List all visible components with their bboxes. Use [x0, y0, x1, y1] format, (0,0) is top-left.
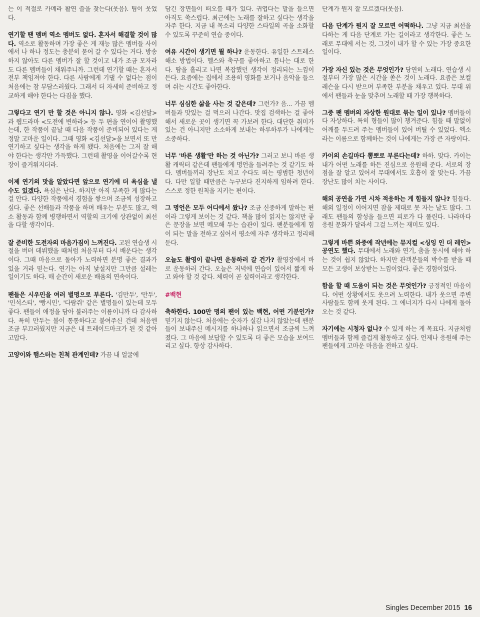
- interview-question: 그중 팬 멤버의 자상한 원대로 묶는 일이 있나?: [322, 109, 446, 117]
- interview-answer: 담긴 장면들이 떠오를 때가 있다. 귀엽다는 말을 들으면 아직도 쑥스럽다. 최근에는 노래를 잘하고 싶다는 생각을 자주 한다. 지금 내 목소리 다양한 스타일의 곡을 소화할 수 있도록 꾸준히 연습 중이다.: [165, 6, 314, 39]
- interview-question: 그렇다고 연기 만 할 것은 아니지 않나.: [8, 109, 114, 117]
- interview-paragraph: [322, 153, 471, 188]
- interview-paragraph: [165, 101, 314, 144]
- interview-answer: 촬영장에서 바로 운동하러 간다. 오늘은 저녁에 연습이 있어서 짧게 하고 와야 할 것 같다. 체력이 곧 실력이라고 생각한다.: [165, 256, 314, 282]
- interview-paragraph: [8, 110, 157, 171]
- interview-question: 그 명언은 모두 어디에서 왔나?: [165, 205, 248, 213]
- interview-answer: 믿기지 않는다. 처음에는 숫자가 실감 나지 않았는데 팬분들이 보내주신 메시지를 하나하나 읽으면서 조금씩 느껴졌다. 그 마음에 보답할 수 있도록 더 좋은 모습을 보여드리고 싶다. 항상 감사하다.: [165, 317, 314, 351]
- interview-answer: 역소로 활동하며 가장 좋은 게 재능 많은 멤버들 사이에서 나 하나 정도는 충분히 묻어 갈 수 있다는 거다. 방송 하지 않아도 다른 멤버가 잘 할 것이고 내가 조금 모자라도 다른 멤버들이 채워주니까. 그런데 연기할 때는 혼자서 전부 책임져야 한다. 다른 사람에게 기댈 수 없다는 점이 처음에는 참 부담스러웠다. 그래서 더 자세히 준비하고 정교하게 해야 한다는 다짐을 했다.: [8, 40, 157, 100]
- interview-paragraph: [165, 153, 314, 196]
- page-number: 16: [464, 605, 472, 612]
- interview-paragraph: [322, 67, 471, 102]
- interview-paragraph: [8, 32, 157, 101]
- interview-question: 이제 연기의 맛을 알았다면 앞으로 연기에 더 욕심을 낼 수도 있겠다.: [8, 179, 157, 195]
- interview-answer: 그러고 보니 바른 생활 캐릭터 같은데 팬들에게 명언을 들려주는 것 같기도 하다. 멤버들끼리 장난도 치고 수다도 떠는 평범한 청년이다. 다만 일할 때만큼은 누구보다 진지하게 임하려 한다. 스스로 정한 원칙을 지키는 편이다.: [165, 153, 314, 195]
- interview-question: 오늘도 촬영이 끝나면 운동하러 갈 건가?: [165, 256, 275, 264]
- interview-paragraph: [322, 196, 471, 231]
- interview-paragraph: [322, 23, 471, 58]
- interview-answer: 욕심은 난다. 하지만 아직 부족한 게 많다는 걸 안다. 다양한 작품에서 경험을 쌓으며 조금씩 성장하고 싶다. 좋은 선배들과 작품을 하며 배우는 부분도 많고, 엑소 활동과 함께 병행하면서 역할의 크기에 상관없이 최선을 다할 생각이다.: [8, 187, 157, 230]
- interview-answer: 하하. 맞다. 카이는 내가 어떤 노래를 하든 진심으로 응원해 준다. 서로의 장점을 잘 알고 있어서 무대에서도 호흡이 잘 맞는다. 가끔 장난도 많이 치는 사이다.: [322, 153, 471, 187]
- article-column-2: [165, 6, 314, 596]
- interview-answer: 긍정적인 마음이다. 어떤 상황에서도 웃으려 노력한다. 내가 웃으면 주변 사람들도 함께 웃게 된다. 그 에너지가 다시 나에게 돌아오는 것 같다.: [322, 282, 471, 316]
- interview-paragraph: [165, 205, 314, 248]
- interview-paragraph: [8, 240, 157, 283]
- interview-answer: 영화 <김선달>과 웹드라마 <도전에 변하라> 등 두 편을 연이어 촬영했는데, 한 작품이 끝날 때 다음 작품이 준비되어 있다는 게 정말 고마운 일이다. 그때 영화 <김선달>을 보면서 또 만 연기하고 싶다는 생각을 하게 됐다. 처음에는 그저 잘 해야 한다는 생각만 가득했다. 그런데 촬영을 이어갈수록 현장이 즐거워지더라.: [8, 109, 157, 169]
- interview-question: 너무 '바른 생활'만 하는 것 아닌가?: [165, 153, 259, 161]
- article-columns: [8, 6, 472, 596]
- interview-paragraph: [8, 6, 157, 23]
- interview-question: 축하한다. 100만 명의 팬이 있는 백현, 어떤 기분인가?: [165, 308, 314, 316]
- interview-paragraph: [8, 179, 157, 231]
- interview-question: 잘 준비한 도전자의 마음가짐이 느껴진다.: [8, 239, 117, 247]
- interview-paragraph: [322, 326, 471, 352]
- interview-paragraph: [165, 292, 314, 301]
- article-column-1: [8, 6, 157, 596]
- interview-answer: 그런가? 음... 가끔 멤버들과 맛있는 걸 먹으러 나간다. 맛집 검색하는 걸 좋아해서 새로운 곳이 생기면 꼭 가보려 한다. 대단한 취미가 있는 건 아니지만 소소하게 보내는 하루하루가 나에게는 소중하다.: [165, 101, 314, 143]
- interview-answer: 고된 연습생 시절을 버텨 데뷔했을 때처럼 처음부터 다시 배운다는 생각이다. 그때 마음으로 돌아가 노력하면 분명 좋은 결과가 있을 거라 믿는다. 연기는 아직 낯설지만 그만큼 설레는 일이기도 하다. 매 순간이 새로운 배움의 연속이다.: [8, 239, 157, 282]
- interview-answer: 가끔 내 얼굴에: [100, 352, 139, 360]
- interview-question: 카이의 손길마다 뽐뽀로 부른다는데?: [322, 153, 420, 161]
- interview-question: 그렇게 바쁜 와중에 작년에는 뮤지컬 <싱잉 인 더 레인> 공연도 했다.: [322, 239, 471, 256]
- interview-question: 가장 자신 있는 것은 무엇인가?: [322, 66, 404, 74]
- section-hashtag: #백현: [165, 291, 182, 299]
- interview-paragraph: [165, 309, 314, 352]
- interview-question: 여유 시간이 생기면 뭘 하나?: [165, 49, 242, 57]
- interview-answer: 운동한다. 유일한 스트레스 해소 방법이다. 헬스와 축구를 좋아하고 틈나는 대로 한다. 땀을 흘리고 나면 복잡했던 생각이 정리되는 느낌이 든다. 요즘에는 집에서 조용히 영화를 보거나 음악을 들으며 쉬는 시간도 좋아한다.: [165, 49, 314, 91]
- interview-question: 해외 공연을 가면 시차 적응하는 게 힘들지 않나?: [322, 196, 450, 204]
- interview-answer: 는 이 적절로 카메라 활연 쓸을 찾는다(웃음). 팀이 웃었다.: [8, 6, 157, 22]
- interview-answer: 멤버들이 다 자상하다. 특히 형들이 많이 챙겨준다. 힘들 때 말없이 어깨를 두드려 주는 멤버들이 있어 버틸 수 있었다. 엑소라는 이름으로 함께하는 것이 나에게는 가장 큰 자랑이다.: [322, 109, 471, 143]
- interview-question: 다음 단계가 뭔지 잘 모르면 어떡하나.: [322, 23, 424, 31]
- interview-question: 연기할 땐 멤버 역소 멤버도 없다. 혼자서 해결할 것이 많다.: [8, 31, 157, 48]
- interview-answer: 단계가 뭔지 잘 모르겠다(웃음).: [322, 6, 404, 13]
- interview-answer: '김만두', '만두', '민석스티', '빵시민', '다람쥐' 같은 별명들이 있는데 모두 좋다. 팬들이 애정을 담아 불러주는 이름이니까 다 감사하다. 특히 만두는 볼이 통통하다고 붙여주신 건데 처음엔 조금 부끄러웠지만 지금은 내 트레이드마크가 된 것 같아 고맙다.: [8, 291, 157, 342]
- interview-question: 자기에는 시청자 없나?: [322, 326, 382, 334]
- article-column-3: [322, 6, 471, 596]
- interview-answer: 수 있게 하는 게 목표다. 지금처럼 멤버들과 함께 즐겁게 활동하고 싶다. 언제나 응원해 주는 팬들에게 고마운 마음을 전하고 싶다.: [322, 326, 471, 351]
- interview-answer: 힘들다. 해외 일정이 이어지면 잠을 제대로 못 자는 날도 많다. 그래도 팬들의 함성을 들으면 피로가 다 풀린다. 나라마다 응원 문화가 달라서 그걸 느끼는 재미도 있다.: [322, 196, 471, 230]
- interview-paragraph: [165, 257, 314, 283]
- interview-question: 팬들은 시우민을 여러 별명으로 부른다.: [8, 291, 114, 299]
- interview-paragraph: [8, 292, 157, 344]
- interview-answer: 무대에서 노래와 연기, 춤을 동시에 해야 하는 것이 쉽지 않았다. 하지만 관객분들의 박수를 받을 때 모든 고생이 보상받는 느낌이었다. 좋은 경험이었다.: [322, 248, 471, 273]
- interview-paragraph: [8, 352, 157, 361]
- page-footer: [386, 605, 472, 612]
- interview-question: 함을 할 때 도움이 되는 것은 무엇인가?: [322, 282, 427, 290]
- interview-paragraph: [322, 240, 471, 275]
- interview-paragraph: [322, 283, 471, 318]
- interview-paragraph: [322, 110, 471, 145]
- interview-question: 너무 심심한 삶을 사는 것 같은데?: [165, 101, 256, 109]
- interview-paragraph: [322, 6, 471, 15]
- interview-answer: 그냥 지금 최선을 다하는 게 다음 단계로 가는 길이라고 생각한다. 좋은 노래로 무대에 서는 것, 그것이 내가 할 수 있는 가장 중요한 일이다.: [322, 23, 471, 57]
- interview-answer: 조금 신중하게 말하는 편이라 그렇게 보이는 것 같다. 책을 많이 읽지는 않지만 좋은 문장을 보면 메모해 두는 습관이 있다. 팬분들에게 힘이 되는 말을 전하고 싶어서 평소에 자주 생각하고 정리해 둔다.: [165, 205, 314, 247]
- interview-paragraph: [165, 49, 314, 92]
- interview-question: 고양이와 햄스터는 친척 관계인데?: [8, 352, 99, 360]
- interview-paragraph: [165, 6, 314, 41]
- magazine-issue: Singles December 2015: [385, 605, 461, 612]
- interview-answer: 당연히 노래다. 연습생 시절부터 가장 많은 시간을 쏟은 것이 노래다. 요즘은 보컬 레슨을 다시 받으며 부족한 부분을 채우고 있다. 무대 위에서 팬들과 눈을 맞추며 노래할 때 가장 행복하다.: [322, 66, 471, 100]
